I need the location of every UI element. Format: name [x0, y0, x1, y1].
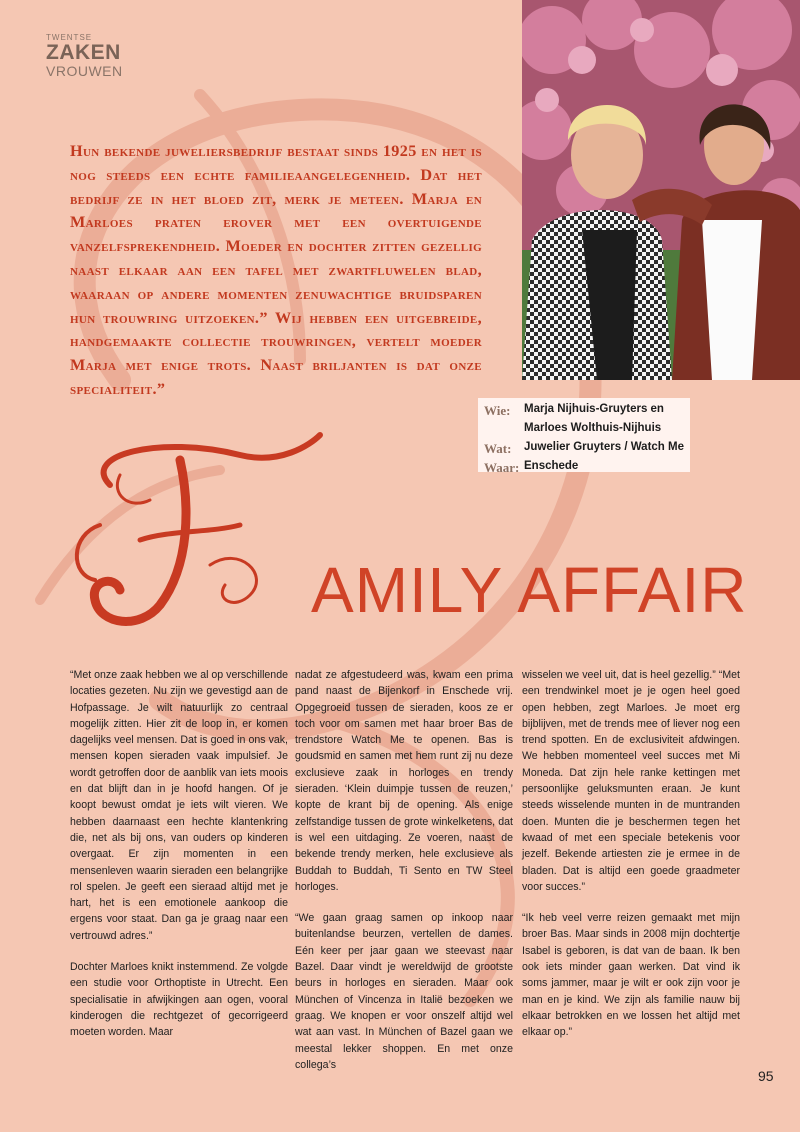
wat-value: Juwelier Gruyters / Watch Me [524, 441, 684, 453]
column-2-paragraph-1: nadat ze afgestudeerd was, kwam een prima pand naast de Bijenkorf in Enschede vrij. Opgegroeid tussen de sieraden, koos ze er toch voor om samen met haar broer Bas de trendstore Watch Me te openen. Bas is goudsmid en samen met hem runt zij nu deze exclusieve zaak in horloges en trendy sieraden. ‘Klein duimpje tussen de reuzen,’ kopte de krant bij de opening. Als enige zelfstandige tussen de grote winkelketens, dat is wel een uitdaging. Ze voeren, naast de bekende trendy merken, hele exclusieve als Buddah to Buddah, Ti Sento en TW Steel horloges. [295, 669, 513, 893]
wat-label: Wat: [484, 441, 512, 456]
column-2-paragraph-2: “We gaan graag samen op inkoop naar buitenlandse beurzen, vertellen de dames. Eén keer per jaar gaan we steevast naar Bazel. Daar vindt je wereldwijd de grootste beurs in horloges en sieraden. Maar ook München of Vincenza in Italië bezoeken we graag. We knopen er voor onszelf altijd wel wat aan vast. In München of Bazel gaan we meestal lekker shoppen. En met onze collega’s [295, 912, 513, 1071]
text-column-2 [295, 667, 513, 1088]
wie-label: Wie: [484, 403, 511, 418]
text-column-1 [70, 667, 288, 1056]
title-text: AMILY AFFAIR [311, 554, 748, 626]
column-1-paragraph-2: Dochter Marloes knikt instemmend. Ze volgde een studie voor Orthoptiste in Utrecht. Een specialisatie in afwijkingen aan ogen, vooral kinderogen die rechtgezet of gecorrigeerd moeten worden. Maar [70, 961, 288, 1039]
article-title [40, 415, 760, 635]
magazine-logo [46, 34, 123, 78]
column-1-paragraph-1: “Met onze zaak hebben we al op verschillende locaties gezeten. Nu zijn we gevestigd aan de Hofpassage. Je wilt natuurlijk zo centraal mogelijk zitten. Hier zit de loop in, er komen dagelijks veel mensen. Dat is goed in ons vak, mensen kopen sieraden vaak impulsief. Je wordt getroffen door de aanblik van iets moois en dat blijft dan in je hoofd hangen. Of je koopt bewust omdat je iets wilt vieren. We hebben daarnaast een hechte klantenkring die, net als bij ons, van ouders op kinderen overgaat. Er zijn momenten in een mensenleven waarin sieraden een belangrijke rol spelen. Je geeft een sieraad altijd met je hart, het is een emotionele aankoop die ergens voor staat. Dan ga je graag naar een vertrouwd adres.” [70, 669, 288, 942]
portrait-photo [522, 0, 800, 380]
title-initial-f [40, 415, 330, 635]
logo-line-1: TWENTSE [46, 33, 93, 42]
page-number: 95 [758, 1068, 774, 1084]
waar-label: Waar: [484, 460, 520, 475]
waar-value: Enschede [524, 460, 579, 472]
column-3-paragraph-1: wisselen we veel uit, dat is heel gezellig.” “Met een trendwinkel moet je je ogen heel goed open hebben, zegt Marloes. Je moet erg bijblijven, met de trends mee of liever nog een trend spotten. En de exclusiviteit afdwingen. We hebben momenteel veel succes met Mi Moneda. Dat zijn hele ranke kettingen met persoonlijke geluksmunten eraan. Je kunt steeds wisselende munten in de muntranden doen. Munten die je beschermen tegen het kwaad of met een speciale betekenis voor jezelf. Bekende artiesten zie je ermee in de bladen. Dat is altijd een goede graadmeter voor succes.” [522, 669, 740, 893]
intro-paragraph: Hun bekende juweliersbedrijf bestaat sinds 1925 en het is nog steeds een echte familieaangelegenheid. Dat het bedrijf ze in het bloed zit, merk je meteen. Marja en Marloes praten erover met een overtuigende vanzelfsprekendheid. Moeder en dochter zitten gezellig naast elkaar aan een tafel met zwartfluwelen blad, waaraan op andere momenten zenuwachtige bruidsparen hun trouwring uitzoeken.” Wij hebben een uitgebreide, handgemaakte collectie trouwringen, vertelt moeder Marja met enige trots. Naast briljanten is dat onze specialiteit.” [70, 142, 482, 398]
wie-value-2: Marloes Wolthuis-Nijhuis [524, 422, 662, 434]
column-3-paragraph-2: “Ik heb veel verre reizen gemaakt met mijn broer Bas. Maar sinds in 2008 mijn dochtertje Isabel is geboren, is dat van de baan. Ik ben ook iets minder gaan werken. Dat vind ik soms jammer, maar je wilt er ook zijn voor je man en je kind. We zijn als familie nauw bij elkaar betrokken en we lossen het altijd met elkaar op.” [522, 912, 740, 1039]
logo-line-2: ZAKEN [46, 41, 121, 64]
text-column-3 [522, 667, 740, 1056]
photo-illustration [522, 0, 800, 380]
title-initial-letter: F [170, 577, 177, 588]
logo-line-3: VROUWEN [46, 63, 123, 79]
wie-value-1: Marja Nijhuis-Gruyters en [524, 403, 664, 415]
